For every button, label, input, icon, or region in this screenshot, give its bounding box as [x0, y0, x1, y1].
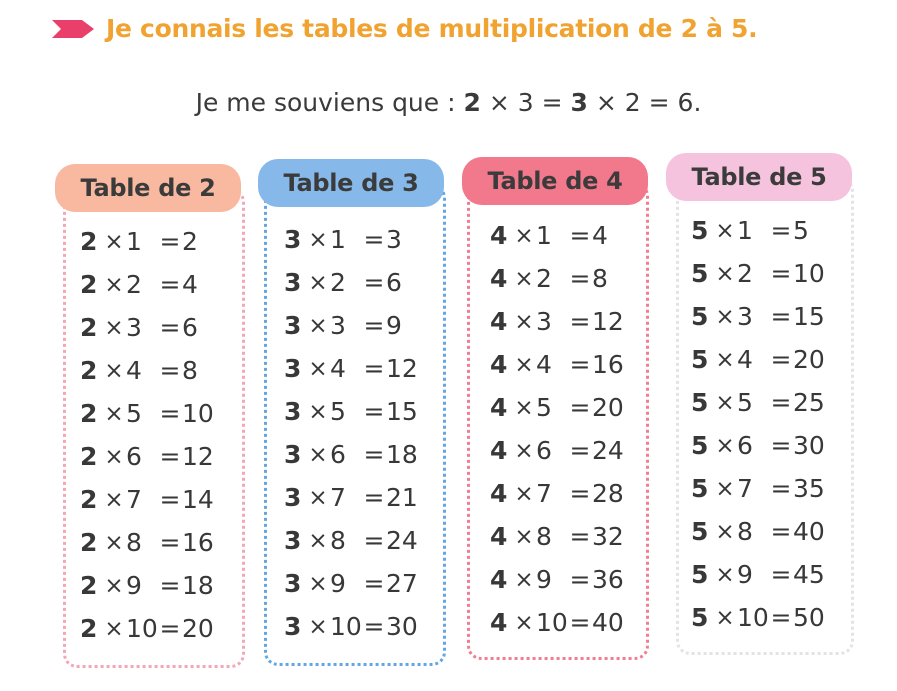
row-result: 10 [182, 399, 214, 428]
row-result: 18 [182, 571, 214, 600]
row-factor: 5 [691, 474, 709, 503]
table-row [284, 261, 418, 304]
row-times-sign: × [715, 260, 735, 287]
row-result: 30 [793, 431, 825, 460]
row-result: 40 [592, 608, 624, 637]
row-equals-sign: = [770, 474, 792, 503]
row-factor: 5 [691, 345, 709, 374]
row-equals-sign: = [363, 311, 385, 340]
table-row [284, 605, 418, 648]
table-row [490, 214, 624, 257]
row-result: 2 [182, 227, 198, 256]
table-row [284, 347, 418, 390]
row-times-sign: × [104, 443, 124, 470]
row-equals-sign: = [770, 345, 792, 374]
row-result: 15 [386, 397, 418, 426]
row-result: 14 [182, 485, 214, 514]
row-multiplier: 4 [737, 345, 753, 374]
row-times-sign: × [308, 527, 328, 554]
row-equals-sign: = [363, 354, 385, 383]
row-multiplier: 5 [330, 397, 346, 426]
row-result: 12 [182, 442, 214, 471]
recall-equals-sign: = [648, 88, 670, 117]
row-result: 9 [386, 311, 402, 340]
row-result: 32 [592, 522, 624, 551]
row-factor: 5 [691, 517, 709, 546]
row-equals-sign: = [363, 440, 385, 469]
row-times-sign: × [715, 389, 735, 416]
row-factor: 4 [490, 436, 508, 465]
row-result: 24 [592, 436, 624, 465]
row-factor: 4 [490, 479, 508, 508]
row-times-sign: × [514, 222, 534, 249]
row-times-sign: × [715, 217, 735, 244]
row-factor: 2 [80, 270, 98, 299]
row-factor: 3 [284, 612, 302, 641]
row-multiplier: 5 [126, 399, 142, 428]
row-result: 4 [182, 270, 198, 299]
row-times-sign: × [308, 484, 328, 511]
row-factor: 2 [80, 571, 98, 600]
table-row [490, 257, 624, 300]
row-factor: 5 [691, 259, 709, 288]
row-multiplier: 1 [737, 216, 753, 245]
table-rows [691, 209, 825, 639]
row-result: 6 [386, 268, 402, 297]
table-rows [80, 220, 214, 650]
row-multiplier: 5 [737, 388, 753, 417]
row-factor: 2 [80, 313, 98, 342]
row-multiplier: 6 [126, 442, 142, 471]
row-times-sign: × [104, 357, 124, 384]
table-row [691, 252, 825, 295]
table-row [284, 390, 418, 433]
table-row [490, 558, 624, 601]
row-factor: 4 [490, 264, 508, 293]
row-multiplier: 9 [737, 560, 753, 589]
row-times-sign: × [514, 351, 534, 378]
recall-times-sign: × [488, 88, 510, 117]
row-result: 40 [793, 517, 825, 546]
row-multiplier: 10 [737, 603, 769, 632]
row-equals-sign: = [569, 221, 591, 250]
recall-sentence [0, 88, 897, 117]
table-row [80, 521, 214, 564]
row-equals-sign: = [770, 560, 792, 589]
row-result: 18 [386, 440, 418, 469]
arrow-icon [52, 17, 96, 41]
row-multiplier: 3 [330, 311, 346, 340]
row-equals-sign: = [159, 356, 181, 385]
row-equals-sign: = [159, 485, 181, 514]
table-row [490, 601, 624, 644]
row-multiplier: 7 [330, 483, 346, 512]
row-factor: 3 [284, 483, 302, 512]
row-equals-sign: = [770, 259, 792, 288]
row-multiplier: 3 [536, 307, 552, 336]
table-row [490, 472, 624, 515]
table-row [80, 392, 214, 435]
table-row [691, 424, 825, 467]
page-title: Je connais les tables de multiplication de 2 à 5. [106, 14, 758, 43]
row-result: 36 [592, 565, 624, 594]
row-result: 24 [386, 526, 418, 555]
row-result: 35 [793, 474, 825, 503]
row-multiplier: 8 [330, 526, 346, 555]
row-multiplier: 8 [126, 528, 142, 557]
row-equals-sign: = [770, 388, 792, 417]
row-times-sign: × [104, 529, 124, 556]
row-multiplier: 4 [536, 350, 552, 379]
row-factor: 4 [490, 393, 508, 422]
table-row [691, 553, 825, 596]
row-factor: 4 [490, 350, 508, 379]
row-result: 3 [386, 225, 402, 254]
row-equals-sign: = [770, 302, 792, 331]
row-equals-sign: = [569, 307, 591, 336]
row-equals-sign: = [569, 522, 591, 551]
row-equals-sign: = [363, 268, 385, 297]
row-times-sign: × [715, 561, 735, 588]
table-row [80, 263, 214, 306]
row-multiplier: 10 [536, 608, 568, 637]
row-result: 25 [793, 388, 825, 417]
table-row [284, 433, 418, 476]
row-times-sign: × [308, 613, 328, 640]
row-equals-sign: = [159, 399, 181, 428]
row-equals-sign: = [363, 483, 385, 512]
row-factor: 5 [691, 603, 709, 632]
row-factor: 5 [691, 431, 709, 460]
row-result: 20 [182, 614, 214, 643]
table-rows [490, 214, 624, 644]
row-result: 16 [592, 350, 624, 379]
row-times-sign: × [715, 303, 735, 330]
row-factor: 3 [284, 569, 302, 598]
row-factor: 2 [80, 356, 98, 385]
row-multiplier: 7 [126, 485, 142, 514]
table-row [284, 562, 418, 605]
row-equals-sign: = [770, 431, 792, 460]
row-times-sign: × [104, 400, 124, 427]
row-equals-sign: = [569, 565, 591, 594]
table-row [490, 386, 624, 429]
row-times-sign: × [514, 566, 534, 593]
row-multiplier: 2 [126, 270, 142, 299]
row-equals-sign: = [159, 313, 181, 342]
row-multiplier: 3 [126, 313, 142, 342]
row-times-sign: × [715, 432, 735, 459]
table-rows [284, 218, 418, 648]
row-multiplier: 6 [737, 431, 753, 460]
table-row [284, 476, 418, 519]
row-result: 15 [793, 302, 825, 331]
row-times-sign: × [715, 604, 735, 631]
row-factor: 2 [80, 399, 98, 428]
row-result: 12 [386, 354, 418, 383]
row-times-sign: × [514, 437, 534, 464]
row-multiplier: 3 [737, 302, 753, 331]
row-factor: 4 [490, 221, 508, 250]
row-multiplier: 4 [330, 354, 346, 383]
row-times-sign: × [104, 314, 124, 341]
row-equals-sign: = [159, 442, 181, 471]
row-times-sign: × [715, 518, 735, 545]
row-multiplier: 8 [536, 522, 552, 551]
row-result: 4 [592, 221, 608, 250]
table-row [691, 338, 825, 381]
row-multiplier: 8 [737, 517, 753, 546]
table-row [691, 467, 825, 510]
table-label: Table de 2 [55, 164, 241, 212]
row-times-sign: × [308, 441, 328, 468]
row-times-sign: × [715, 475, 735, 502]
recall-result: 6. [677, 88, 702, 117]
table-row [490, 300, 624, 343]
row-factor: 2 [80, 528, 98, 557]
row-times-sign: × [104, 228, 124, 255]
row-result: 12 [592, 307, 624, 336]
row-equals-sign: = [159, 227, 181, 256]
row-multiplier: 9 [330, 569, 346, 598]
row-result: 10 [793, 259, 825, 288]
row-multiplier: 10 [330, 612, 362, 641]
row-multiplier: 1 [330, 225, 346, 254]
row-equals-sign: = [363, 397, 385, 426]
row-times-sign: × [308, 312, 328, 339]
row-factor: 5 [691, 560, 709, 589]
row-times-sign: × [308, 226, 328, 253]
row-equals-sign: = [159, 270, 181, 299]
row-multiplier: 6 [536, 436, 552, 465]
row-result: 20 [793, 345, 825, 374]
row-equals-sign: = [363, 225, 385, 254]
row-times-sign: × [308, 398, 328, 425]
row-multiplier: 9 [536, 565, 552, 594]
row-equals-sign: = [569, 393, 591, 422]
row-factor: 3 [284, 268, 302, 297]
table-row [80, 435, 214, 478]
recall-equals-sign: = [541, 88, 563, 117]
row-multiplier: 2 [536, 264, 552, 293]
row-times-sign: × [104, 486, 124, 513]
row-equals-sign: = [770, 603, 792, 632]
table-row [691, 209, 825, 252]
row-multiplier: 2 [330, 268, 346, 297]
row-factor: 2 [80, 442, 98, 471]
row-result: 16 [182, 528, 214, 557]
table-row [284, 519, 418, 562]
row-equals-sign: = [770, 517, 792, 546]
row-factor: 5 [691, 388, 709, 417]
table-row [490, 515, 624, 558]
row-equals-sign: = [569, 608, 591, 637]
row-equals-sign: = [363, 569, 385, 598]
row-factor: 3 [284, 354, 302, 383]
row-multiplier: 1 [126, 227, 142, 256]
row-result: 21 [386, 483, 418, 512]
row-factor: 5 [691, 216, 709, 245]
row-equals-sign: = [569, 350, 591, 379]
row-factor: 2 [80, 485, 98, 514]
table-row [691, 510, 825, 553]
row-multiplier: 9 [126, 571, 142, 600]
row-result: 6 [182, 313, 198, 342]
table-row [80, 349, 214, 392]
table-row [691, 596, 825, 639]
row-factor: 3 [284, 225, 302, 254]
table-label: Table de 4 [462, 157, 648, 205]
table-row [284, 304, 418, 347]
row-multiplier: 7 [737, 474, 753, 503]
row-factor: 4 [490, 307, 508, 336]
row-times-sign: × [514, 480, 534, 507]
table-row [490, 343, 624, 386]
row-factor: 3 [284, 397, 302, 426]
recall-operand: 3 [517, 88, 534, 117]
recall-times-sign: × [595, 88, 617, 117]
row-times-sign: × [104, 615, 124, 642]
row-result: 8 [592, 264, 608, 293]
row-equals-sign: = [159, 614, 181, 643]
table-row [691, 295, 825, 338]
table-row [691, 381, 825, 424]
row-times-sign: × [514, 394, 534, 421]
row-result: 28 [592, 479, 624, 508]
row-equals-sign: = [569, 264, 591, 293]
row-equals-sign: = [569, 436, 591, 465]
row-equals-sign: = [363, 526, 385, 555]
table-label: Table de 3 [258, 159, 444, 207]
row-times-sign: × [715, 346, 735, 373]
row-equals-sign: = [159, 571, 181, 600]
row-factor: 2 [80, 227, 98, 256]
row-times-sign: × [514, 308, 534, 335]
row-times-sign: × [308, 269, 328, 296]
row-factor: 3 [284, 526, 302, 555]
recall-operand: 2 [624, 88, 641, 117]
table-row [284, 218, 418, 261]
row-times-sign: × [308, 570, 328, 597]
row-equals-sign: = [569, 479, 591, 508]
row-factor: 4 [490, 565, 508, 594]
row-times-sign: × [104, 572, 124, 599]
row-times-sign: × [514, 523, 534, 550]
row-multiplier: 10 [126, 614, 158, 643]
table-row [80, 220, 214, 263]
row-factor: 3 [284, 311, 302, 340]
row-factor: 4 [490, 522, 508, 551]
row-equals-sign: = [363, 612, 385, 641]
row-multiplier: 2 [737, 259, 753, 288]
row-result: 20 [592, 393, 624, 422]
table-row [80, 478, 214, 521]
table-row [490, 429, 624, 472]
row-multiplier: 4 [126, 356, 142, 385]
row-result: 8 [182, 356, 198, 385]
row-times-sign: × [514, 265, 534, 292]
row-result: 27 [386, 569, 418, 598]
row-equals-sign: = [159, 528, 181, 557]
recall-operand: 3 [570, 88, 588, 117]
row-times-sign: × [104, 271, 124, 298]
row-result: 5 [793, 216, 809, 245]
section-header [52, 14, 757, 43]
table-row [80, 564, 214, 607]
row-result: 45 [793, 560, 825, 589]
row-result: 30 [386, 612, 418, 641]
row-multiplier: 1 [536, 221, 552, 250]
table-row [80, 306, 214, 349]
row-times-sign: × [514, 609, 534, 636]
row-multiplier: 6 [330, 440, 346, 469]
row-times-sign: × [308, 355, 328, 382]
row-result: 50 [793, 603, 825, 632]
row-multiplier: 7 [536, 479, 552, 508]
table-label: Table de 5 [666, 153, 852, 201]
row-factor: 4 [490, 608, 508, 637]
recall-prefix: Je me souviens que : [195, 88, 464, 117]
row-factor: 5 [691, 302, 709, 331]
table-row [80, 607, 214, 650]
row-factor: 3 [284, 440, 302, 469]
row-multiplier: 5 [536, 393, 552, 422]
row-equals-sign: = [770, 216, 792, 245]
row-factor: 2 [80, 614, 98, 643]
recall-operand: 2 [463, 88, 481, 117]
